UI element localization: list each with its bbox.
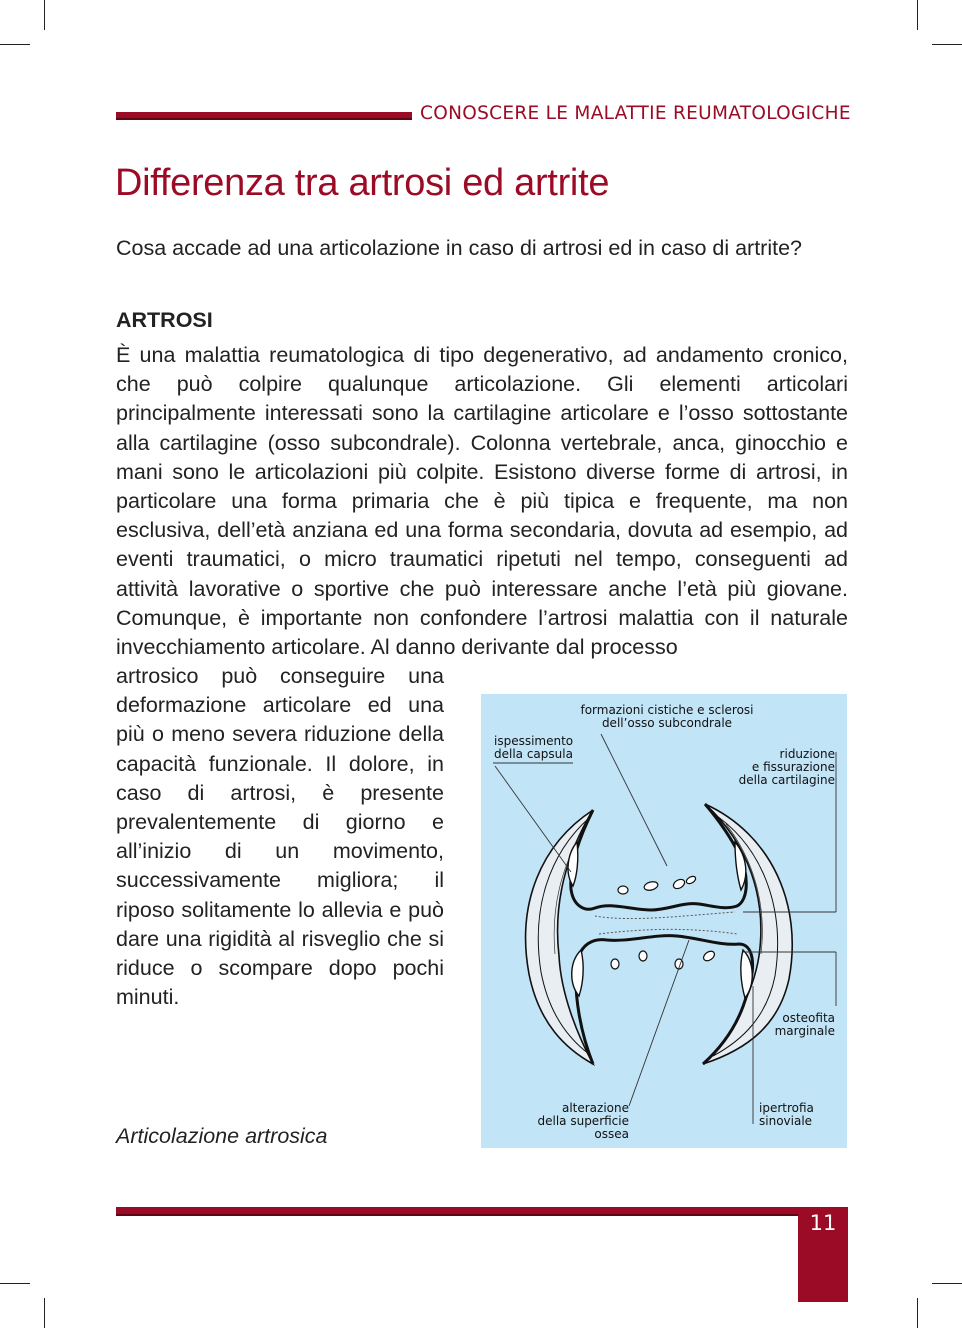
cyst [618, 886, 628, 894]
label-ipertrofia: ipertrofia sinoviale [759, 1101, 814, 1128]
page-title: Differenza tra artrosi ed artrite [115, 162, 610, 204]
figure-caption: Articolazione artrosica [116, 1124, 328, 1148]
label-riduzione: riduzione e fissurazione della cartilagine [738, 747, 835, 787]
cyst [639, 951, 647, 961]
footer-rule [116, 1207, 798, 1216]
crop-mark [917, 0, 918, 30]
crop-mark [932, 1283, 962, 1284]
page-number: 11 [809, 1211, 837, 1235]
crop-mark [917, 1298, 918, 1328]
cartilage-gap [595, 912, 735, 919]
label-osteofita: osteofita marginale [774, 1011, 835, 1038]
lead-question: Cosa accade ad una articolazione in caso di artrosi ed in caso di artrite? [116, 236, 802, 260]
header-rule [116, 112, 412, 120]
paragraph-side: artrosico può conseguire una deformazione articolare ed una più o meno severa riduzione della capacità funzionale. Il dolore, in caso di artrosi, è presente prevalentemente di giorno e all’inizio di un movimento, successivamente migliora; il riposo solitamente lo allevia e può dare una rigidità al risveglio che si riduce o scompare dopo pochi minuti. [116, 664, 444, 1010]
osteophyte-left-bottom [572, 950, 583, 996]
section-title: CONOSCERE LE MALATTIE REUMATOLOGICHE [420, 103, 851, 124]
page-number-box [798, 1207, 848, 1302]
subheading-artrosi: ARTROSI [116, 308, 213, 332]
crop-mark [44, 1298, 45, 1328]
crop-mark [44, 0, 45, 30]
label-alterazione: alterazione della superficie ossea [537, 1101, 629, 1141]
crop-mark [932, 44, 962, 45]
crop-mark [0, 1283, 30, 1284]
joint-illustration [481, 694, 847, 1148]
cyst [611, 959, 619, 969]
paragraph-main: È una malattia reumatologica di tipo degenerativo, ad andamento cronico, che può colpire qualunque articolazione. Gli elementi articolari principalmente interessati sono la cartilagine articolare e l’osso sottostante alla cartilagine (osso subcondrale). Colonna vertebrale, anca, ginocchio e mani sono le articolazioni più colpite. Esistono diverse forme di artrosi, in particolare una forma primaria che è più tipica e frequente, ma non esclusiva, dell’età anziana ed una forma secondaria, dovuta ad esempio, ad eventi traumatici, o micro traumatici ripetuti nel tempo, conseguenti ad attività lavorative o sportive che può interessare anche l’età più giovane. Comunque, è importante non confondere l’artrosi malattia con il naturale invecchiamento articolare. Al danno derivante dal processo [116, 343, 848, 660]
label-ispessimento: ispessimento della capsula [494, 734, 574, 761]
crop-mark [0, 44, 30, 45]
label-formazioni: formazioni cistiche e sclerosi dell’osso subcondrale [580, 703, 754, 730]
